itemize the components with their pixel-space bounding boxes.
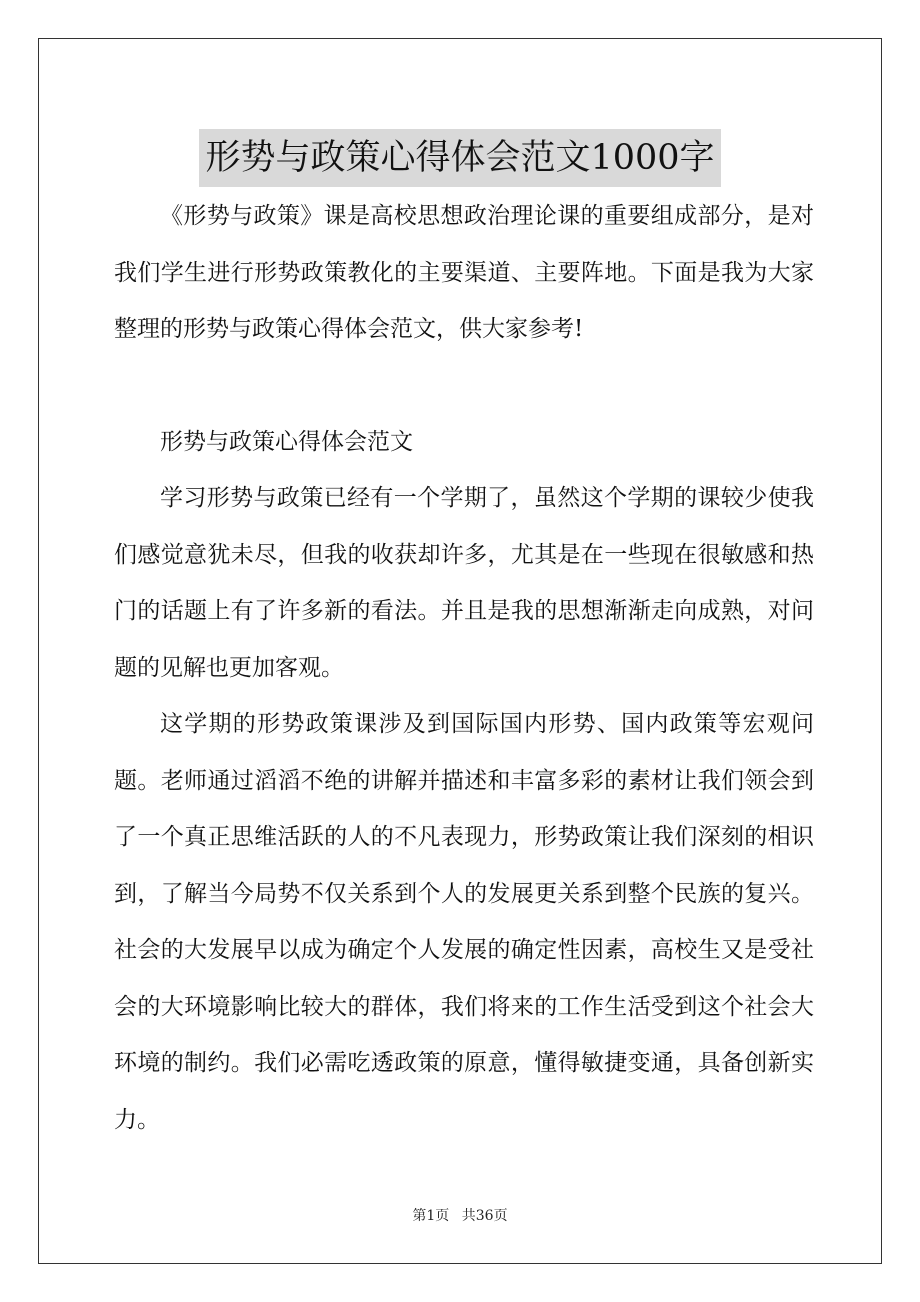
- blank-line: [114, 358, 814, 414]
- page-total: 共36页: [461, 1208, 508, 1224]
- page-footer: [0, 1206, 920, 1226]
- intro-paragraph: 《形势与政策》课是高校思想政治理论课的重要组成部分，是对我们学生进行形势政策教化的主要渠道、主要阵地。下面是我为大家整理的形势与政策心得体会范文，供大家参考!: [114, 203, 814, 342]
- body-paragraph-1: 学习形势与政策已经有一个学期了，虽然这个学期的课较少使我们感觉意犹未尽，但我的收获却许多，尤其是在一些现在很敏感和热门的话题上有了许多新的看法。并且是我的思想渐渐走向成熟，对问题的见解也更加客观。: [114, 485, 814, 681]
- page-number: 第1页: [412, 1208, 450, 1224]
- document-title: 形势与政策心得体会范文1000字: [199, 129, 720, 187]
- document-body: [114, 188, 814, 1148]
- body-paragraph-2: 这学期的形势政策课涉及到国际国内形势、国内政策等宏观问题。老师通过滔滔不绝的讲解并描述和丰富多彩的素材让我们领会到了一个真正思维活跃的人的不凡表现力，形势政策让我们深刻的相识到，了解当今局势不仅关系到个人的发展更关系到整个民族的复兴。社会的大发展早以成为确定个人发展的确定性因素，高校生又是受社会的大环境影响比较大的群体，我们将来的工作生活受到这个社会大环境的制约。我们必需吃透政策的原意，懂得敏捷变通，具备创新实力。: [114, 711, 814, 1133]
- section-subheading: 形势与政策心得体会范文: [160, 428, 413, 455]
